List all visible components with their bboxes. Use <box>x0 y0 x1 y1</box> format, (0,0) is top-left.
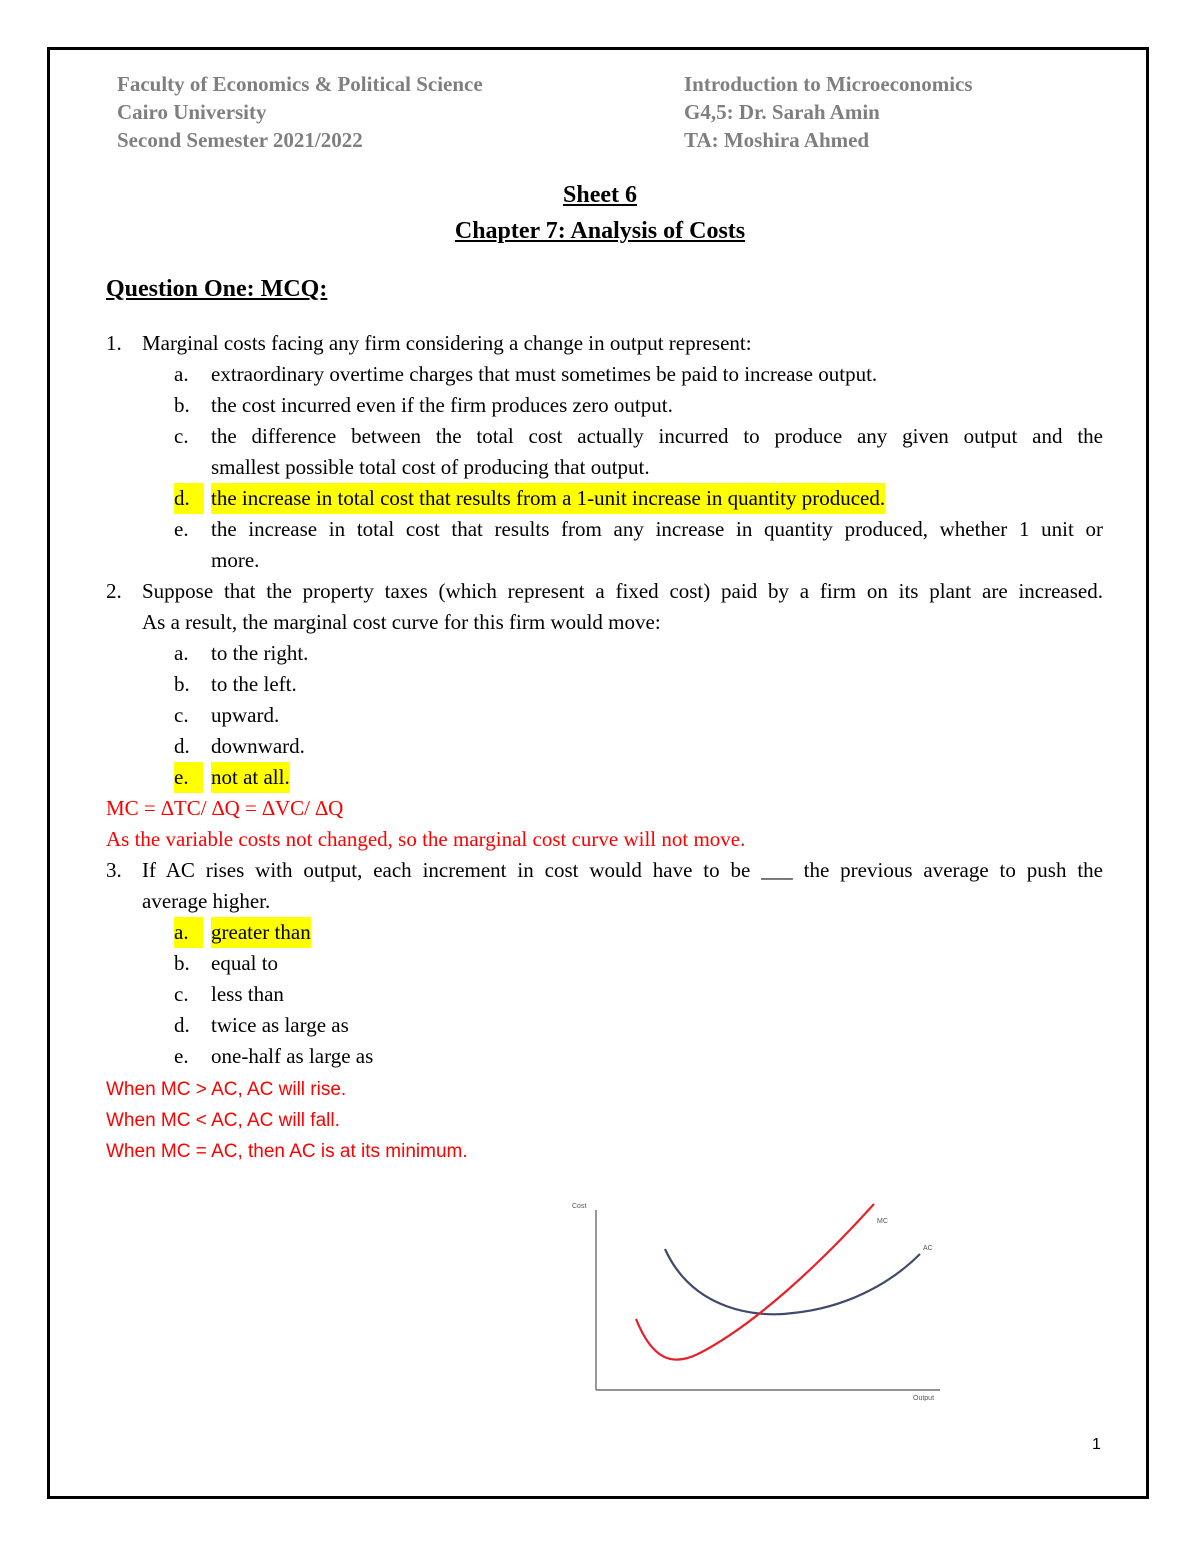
question-heading: Question One: MCQ: <box>106 276 328 302</box>
ac-curve-label: AC <box>923 1245 933 1252</box>
q1-text: Marginal costs facing any firm considering a change in output represent: <box>142 331 752 355</box>
mc-curve-label: MC <box>877 1218 888 1225</box>
q1-number: 1. <box>106 331 122 355</box>
header-right <box>684 70 973 154</box>
header-university: Cairo University <box>117 100 267 124</box>
q3-correct-answer: greater than <box>211 917 311 948</box>
sheet-title: Sheet 6 <box>563 182 637 208</box>
page-number: 1 <box>1092 1436 1101 1453</box>
q3-note-fall: When MC < AC, AC will fall. <box>106 1110 340 1131</box>
q3-note-rise: When MC > AC, AC will rise. <box>106 1079 347 1100</box>
q3-note-minimum: When MC = AC, then AC is at its minimum. <box>106 1141 468 1162</box>
chapter-title: Chapter 7: Analysis of Costs <box>454 218 746 244</box>
header-semester: Second Semester 2021/2022 <box>117 128 363 152</box>
q1-correct-answer: the increase in total cost that results from a 1-unit increase in quantity produced. <box>211 483 885 514</box>
header-course: Introduction to Microeconomics <box>684 72 973 96</box>
figure-background <box>568 1196 944 1401</box>
cost-curves-figure <box>568 1196 944 1401</box>
y-axis-label: Cost <box>572 1203 587 1210</box>
q2-note-explanation: As the variable costs not changed, so the marginal cost curve will not move. <box>106 827 746 851</box>
header-left <box>117 70 483 154</box>
x-axis-label: Output <box>913 1395 935 1401</box>
q2-note-formula: MC = ∆TC/ ∆Q = ∆VC/ ∆Q <box>106 796 344 820</box>
header-ta: TA: Moshira Ahmed <box>684 128 870 152</box>
q2-correct-answer: not at all. <box>211 762 290 793</box>
q3-number: 3. <box>106 858 122 882</box>
q2-number: 2. <box>106 579 122 603</box>
header-faculty: Faculty of Economics & Political Science <box>117 72 483 96</box>
header-instructor: G4,5: Dr. Sarah Amin <box>684 100 880 124</box>
